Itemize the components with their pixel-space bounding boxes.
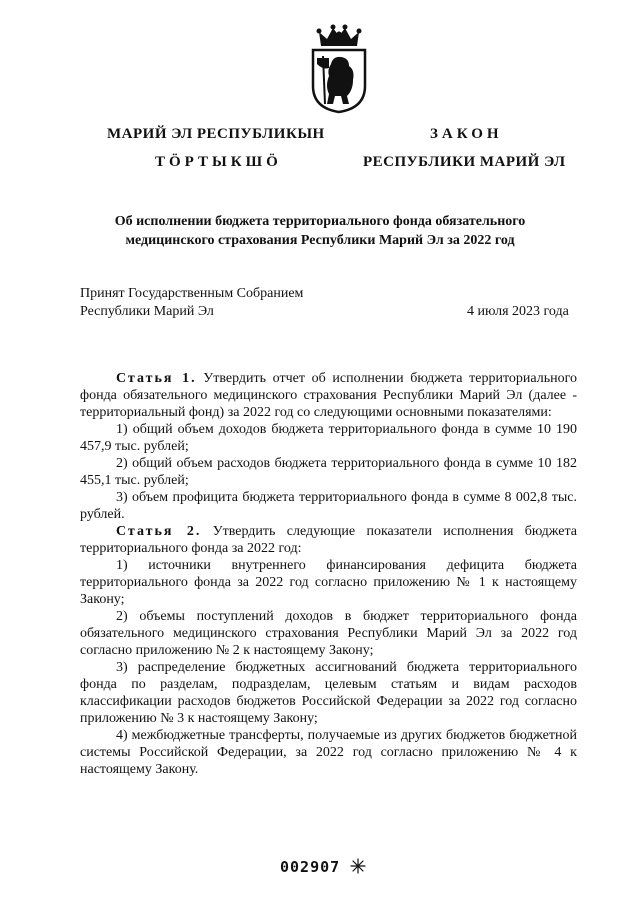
article2-item-2: 2) объемы поступлений доходов в бюджет территориального фонда обязательного медицинского страхования Республики Марий Эл за 2022 год согласно приложению № 2 к настоящему Закону; [80, 609, 577, 658]
article2-text: Утвердить следующие показатели исполнения бюджета территориального фонда за 2022 год: [80, 524, 578, 556]
article2-label: Статья 2. [116, 524, 202, 539]
article1-item-2: 2) общий объем расходов бюджета территориального фонда в сумме 10 182 455,1 тыс. рублей; [80, 456, 577, 488]
header-left-line1: МАРИЙ ЭЛ РЕСПУБЛИКЫН [107, 126, 325, 142]
article2-item-3: 3) распределение бюджетных ассигнований бюджета территориального фонда по разделам, подразделам, целевым статьям и видам расходов классификации расходов бюджетов Российской Федерации за 2022 год согласно приложению № 3 к настоящему Закону; [80, 660, 577, 726]
article1-text: Утвердить отчет об исполнении бюджета территориального фонда обязательного медицинского страхования Республики Марий Эл (далее - территориальный фонд) за 2022 год со следующими основными показателями: [80, 371, 577, 420]
adopted-line2: Республики Марий Эл [80, 304, 214, 319]
serial-number: 002907 [280, 858, 341, 876]
article1-item-1: 1) общий объем доходов бюджета территориального фонда в сумме 10 190 457,9 тыс. рублей; [80, 422, 577, 454]
document-title [60, 212, 580, 250]
title-line2: медицинского страхования Республики Марий Эл за 2022 год [125, 233, 515, 248]
document-body [80, 370, 577, 778]
header-left-line2: ТӦРТЫКШӦ [155, 154, 282, 170]
header-right-line1: ЗАКОН [430, 126, 503, 142]
title-line1: Об исполнении бюджета территориального фонда обязательного [114, 214, 526, 229]
article2-item-4: 4) межбюджетные трансферты, получаемые из других бюджетов бюджетной системы Российской Федерации, за 2022 год согласно приложению № 4 к настоящему Закону. [80, 728, 577, 777]
adopted-by [80, 285, 303, 321]
article1-intro [80, 370, 577, 421]
coat-of-arms-emblem [303, 24, 375, 114]
star-mark-icon [350, 858, 366, 879]
article2-item-1: 1) источники внутреннего финансирования дефицита бюджета территориального фонда за 2022 год согласно приложению № 1 к настоящему Закону; [80, 558, 577, 607]
adopted-date: 4 июля 2023 года [467, 304, 569, 319]
article1-label: Статья 1. [116, 371, 197, 386]
article2-intro [80, 523, 577, 557]
article1-item-3: 3) объем профицита бюджета территориального фонда в сумме 8 002,8 тыс. рублей. [80, 490, 577, 522]
header-right-line2: РЕСПУБЛИКИ МАРИЙ ЭЛ [363, 154, 566, 170]
adopted-line1: Принят Государственным Собранием [80, 286, 304, 301]
